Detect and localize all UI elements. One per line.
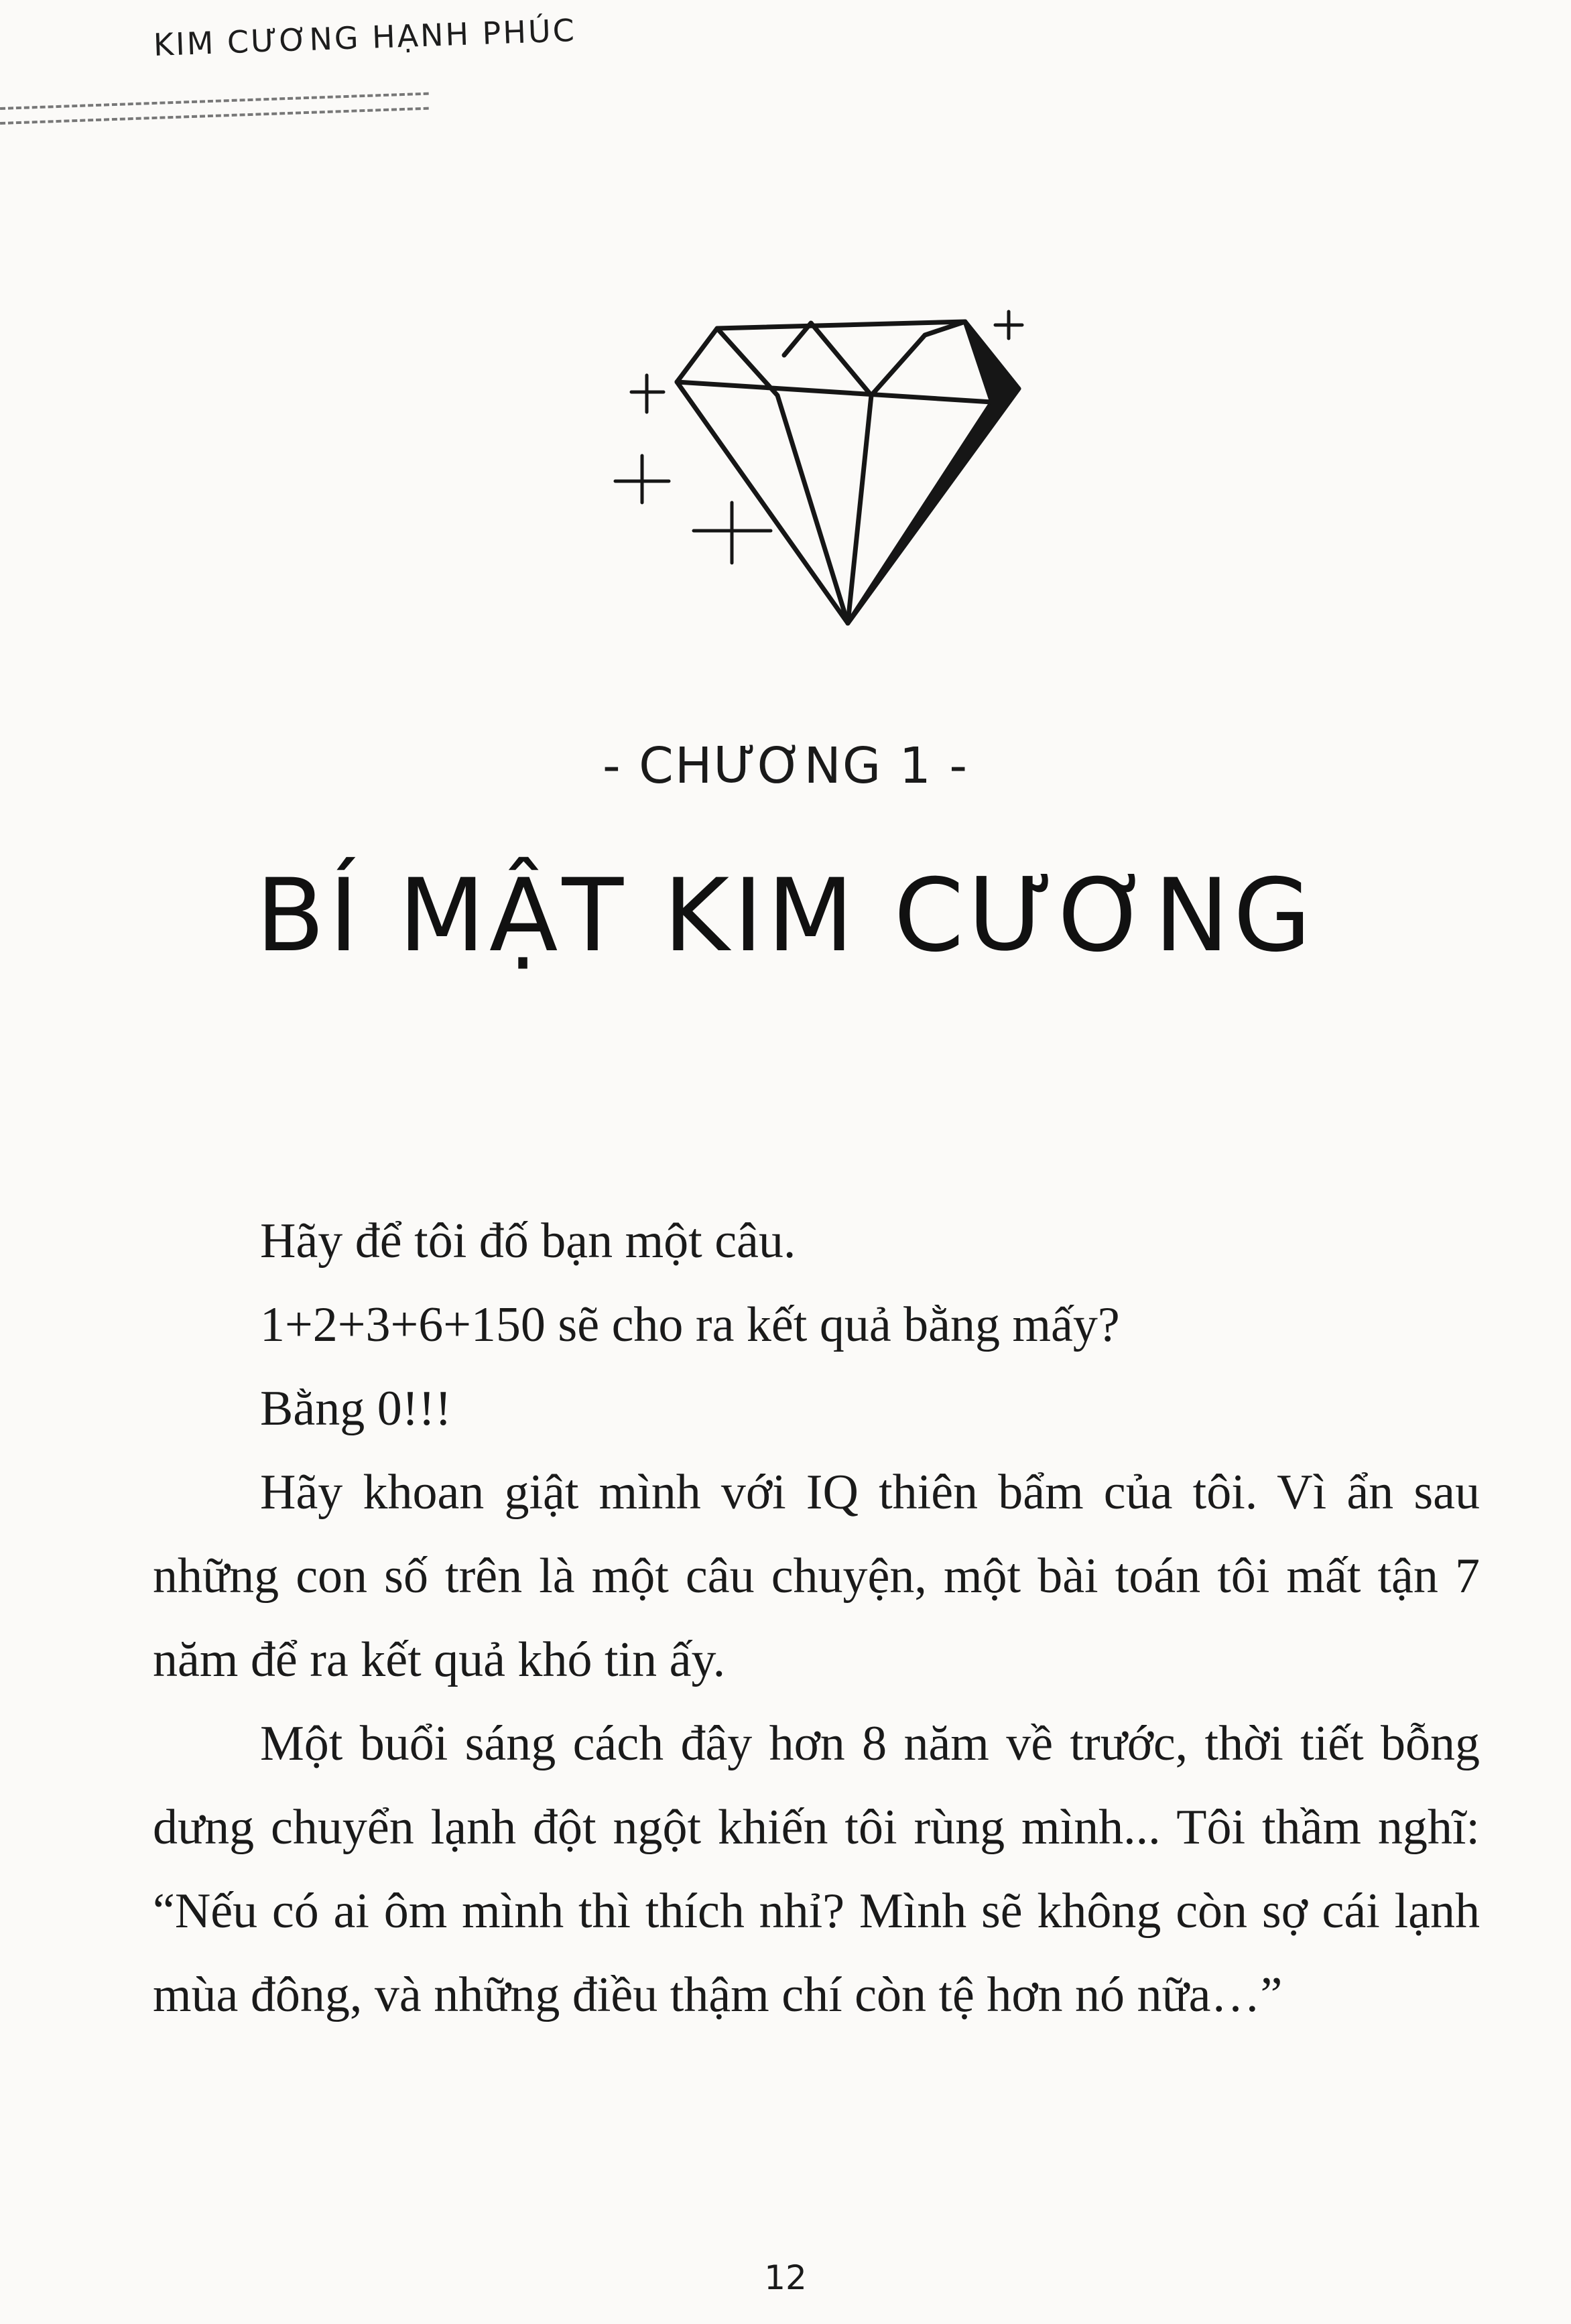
paragraph: Hãy khoan giật mình với IQ thiên bẩm của tôi. Vì ẩn sau những con số trên là một câu chuyện, một bài toán tôi mất tận 7 năm để ra kết quả khó tin ấy.: [153, 1465, 1480, 1687]
chapter-label: - CHƯƠNG 1 -: [602, 737, 969, 795]
paragraph: Một buổi sáng cách đây hơn 8 năm về trước, thời tiết bỗng dưng chuyển lạnh đột ngột khiến tôi rùng mình... Tôi thầm nghĩ: “Nếu có ai ôm mình thì thích nhỉ? Mình sẽ không còn sợ cái lạnh mùa đông, và những điều thậm chí còn tệ hơn nó nữa…”: [153, 1716, 1480, 2022]
paragraph: 1+2+3+6+150 sẽ cho ra kết quả bằng mấy?: [260, 1297, 1120, 1352]
page-number: 12: [764, 2258, 807, 2297]
header-divider-secondary: [0, 107, 429, 125]
body-text: [153, 1200, 1480, 2037]
running-header: KIM CƯƠNG HẠNH PHÚC: [153, 11, 577, 63]
diamond-icon: [590, 288, 1046, 650]
chapter-title: BÍ MẬT KIM CƯƠNG: [255, 858, 1316, 974]
paragraph: Hãy để tôi đố bạn một câu.: [260, 1214, 796, 1269]
header-divider: [0, 92, 429, 110]
paragraph: Bằng 0!!!: [260, 1381, 452, 1436]
